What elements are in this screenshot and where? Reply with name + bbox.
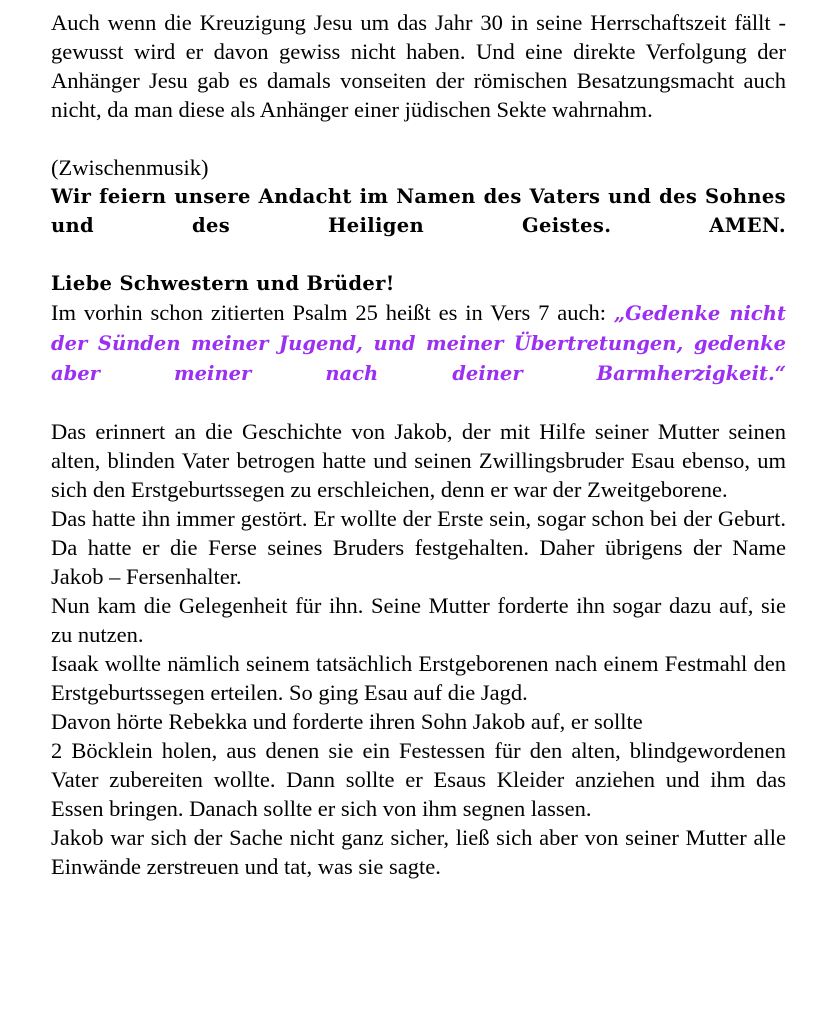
document-page (51, 8, 786, 881)
psalm-quote: „Gedenke nicht der Sünden meiner Jugend, und meiner Übertretungen, gedenke aber meiner nach deiner Barmherzigkeit.“ (51, 302, 786, 385)
paragraph-jakob-5: Davon hörte Rebekka und forderte ihren Sohn Jakob auf, er sollte (51, 709, 643, 734)
paragraph-jakob-7: Jakob war sich der Sache nicht ganz sicher, ließ sich aber von seiner Mutter alle Einwände zerstreuen und tat, was sie sagte. (51, 825, 786, 879)
greeting-heading: Liebe Schwestern und Brüder! (51, 272, 395, 295)
paragraph-jakob-1: Das erinnert an die Geschichte von Jakob, der mit Hilfe seiner Mutter seinen alten, blinden Vater betrogen hatte und seinen Zwillingsbruder Esau ebenso, um sich den Erstgeburtssegen zu erschleichen, denn er war der Zweitgeborene. (51, 419, 786, 502)
interlude-note: (Zwischenmusik) (51, 155, 209, 180)
spacer (51, 388, 786, 417)
paragraph-intro: Auch wenn die Kreuzigung Jesu um das Jahr 30 in seine Herrschaftszeit fällt - gewusst wird er davon gewiss nicht haben. Und eine direkte Verfolgung der Anhänger Jesu gab es damals vonseiten der römischen Besatzungsmacht auch nicht, da man diese als Anhänger einer jüdischen Sekte wahrnahm. (51, 10, 786, 122)
paragraph-jakob-2: Das hatte ihn immer gestört. Er wollte der Erste sein, sogar schon bei der Geburt. Da hatte er die Ferse seines Bruders festgehalten. Daher übrigens der Name Jakob – Fersenhalter. (51, 506, 786, 589)
paragraph-jakob-4: Isaak wollte nämlich seinem tatsächlich Erstgeborenen nach einem Festmahl den Erstgeburtssegen erteilen. So ging Esau auf die Jagd. (51, 651, 786, 705)
psalm-intro: Im vorhin schon zitierten Psalm 25 heißt es in Vers 7 auch: (51, 300, 614, 325)
invocation-text: Wir feiern unsere Andacht im Namen des Vaters und des Sohnes und des Heiligen Geistes. AMEN. (51, 185, 786, 237)
paragraph-jakob-3: Nun kam die Gelegenheit für ihn. Seine Mutter forderte ihn sogar dazu auf, sie zu nutzen. (51, 593, 786, 647)
spacer (51, 240, 786, 269)
spacer (51, 124, 786, 153)
paragraph-jakob-6: 2 Böcklein holen, aus denen sie ein Festessen für den alten, blindgewordenen Vater zubereiten wollte. Dann sollte er Esaus Kleider anziehen und ihm das Essen bringen. Danach sollte er sich von ihm segnen lassen. (51, 738, 786, 821)
psalm-paragraph (51, 298, 786, 388)
